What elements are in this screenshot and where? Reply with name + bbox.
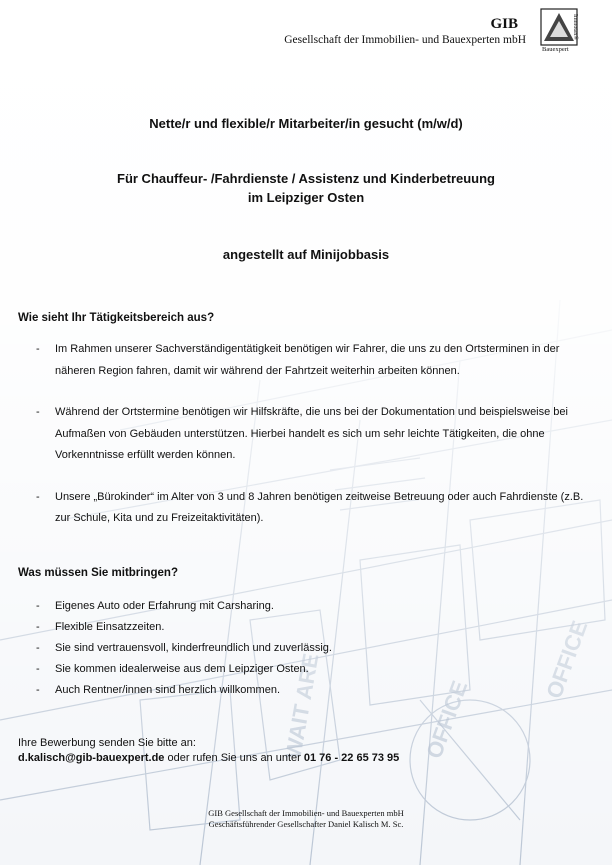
tasks-heading: Wie sieht Ihr Tätigkeitsbereich aus? (18, 312, 215, 324)
company-name: Gesellschaft der Immobilien- und Bauexperten mbH (284, 34, 526, 46)
job-title: Nette/r und flexible/r Mitarbeiter/in gesucht (m/w/d) (149, 116, 463, 131)
logo-caption: Bauexpert (542, 46, 569, 53)
list-item: - Auch Rentner/innen sind herzlich willkommen. (36, 684, 280, 696)
footer-managing-director: Geschäftsführender Gesellschafter Daniel Kalisch M. Sc. (208, 819, 404, 829)
employment-type: angestellt auf Minijobbasis (222, 247, 390, 262)
list-item-text: Flexible Einsatzzeiten. (55, 621, 165, 633)
list-item: - Während der Ortstermine benötigen wir Hilfskräfte, die uns bei der Dokumentation und beispielsweise bei Aufmaßen von Gebäuden unterstützen. Hierbei handelt es sich um sehr leichte Tätigkeiten, die ohne Vorkenntnisse erfüllt werden können. (36, 406, 568, 461)
contact-phone[interactable]: 01 76 - 22 65 73 95 (303, 752, 400, 764)
list-item: - Im Rahmen unserer Sachverständigentätigkeit benötigen wir Fahrer, die uns zu den Ortsterminen in der näheren Region fahren, damit wir während der Fahrtzeit weiterhin arbeiten können. (36, 343, 560, 377)
company-brand: GIB (490, 16, 518, 32)
logo-side-text: Immotax® (572, 14, 578, 41)
list-item: - Eigenes Auto oder Erfahrung mit Carsharing. (36, 600, 274, 612)
list-item-text: Sie sind vertrauensvoll, kinderfreundlich und zuverlässig. (55, 642, 332, 654)
list-item-text: Auch Rentner/innen sind herzlich willkommen. (55, 684, 280, 696)
list-item: - Sie kommen idealerweise aus dem Leipziger Osten. (36, 663, 309, 675)
role-title-line2: im Leipziger Osten (247, 190, 365, 205)
list-item-text: Während der Ortstermine benötigen wir Hilfskräfte, die uns bei der Dokumentation und beispielsweise bei Aufmaßen von Gebäuden unterstützen. Hierbei handelt es sich um sehr leichte Tätigkeiten, die ohne Vorkenntnisse erfüllt werden können. (55, 406, 568, 461)
list-item-text: Sie kommen idealerweise aus dem Leipziger Osten. (55, 663, 309, 675)
list-item-text: Eigenes Auto oder Erfahrung mit Carsharing. (55, 600, 274, 612)
list-item-text: Unsere „Bürokinder“ im Alter von 3 und 8 Jahren benötigen zeitweise Betreuung oder auch Fahrdienste (z.B. zur Schule, Kita und zu Freizeitaktivitäten). (55, 490, 584, 524)
application-intro: Ihre Bewerbung senden Sie bitte an: (18, 737, 196, 749)
contact-email-link[interactable]: d.kalisch@gib-bauexpert.de (18, 752, 165, 764)
list-item: - Flexible Einsatzzeiten. (36, 621, 165, 633)
requirements-list (18, 596, 598, 701)
application-contact (18, 752, 399, 764)
list-item: - Unsere „Bürokinder“ im Alter von 3 und 8 Jahren benötigen zeitweise Betreuung oder auch Fahrdienste (z.B. zur Schule, Kita und zu Freizeitaktivitäten). (36, 490, 584, 524)
requirements-heading: Was müssen Sie mitbringen? (18, 567, 178, 579)
role-title-line1: Für Chauffeur- /Fahrdienste / Assistenz und Kinderbetreuung (117, 171, 495, 186)
contact-middle-text: oder rufen Sie uns an unter (164, 752, 304, 764)
tasks-list (18, 339, 598, 550)
footer-company: GIB Gesellschaft der Immobilien- und Bauexperten mbH (208, 808, 404, 818)
list-item: - Sie sind vertrauensvoll, kinderfreundlich und zuverlässig. (36, 642, 332, 654)
list-item-text: Im Rahmen unserer Sachverständigentätigkeit benötigen wir Fahrer, die uns zu den Ortsterminen in der näheren Region fahren, damit wir während der Fahrtzeit weiterhin arbeiten können. (55, 343, 560, 377)
